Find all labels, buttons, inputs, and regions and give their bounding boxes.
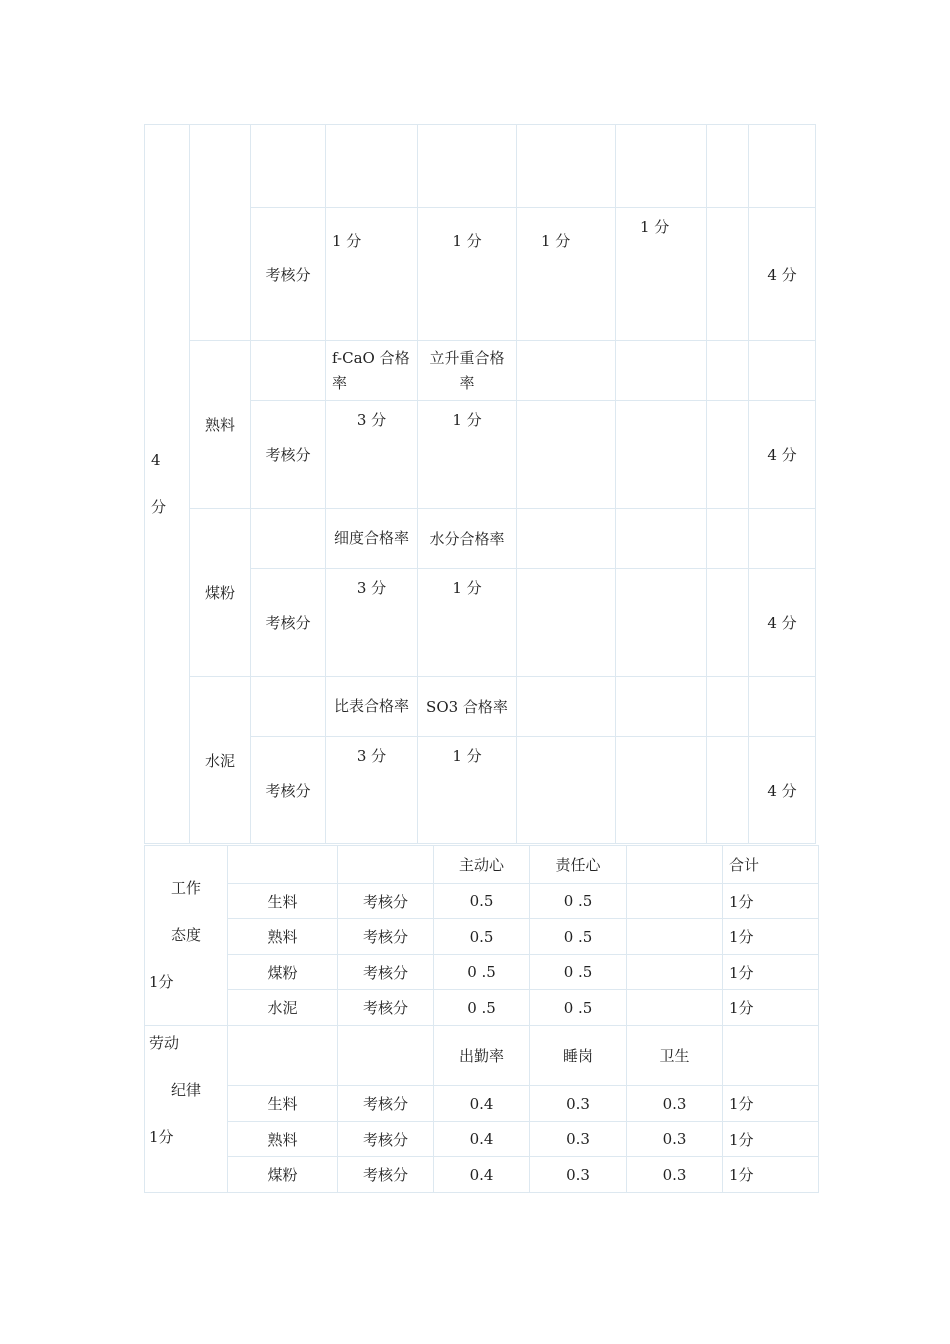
score-label-coal: 考核分 (251, 569, 326, 677)
discipline-row-3-total: 1分 (723, 1157, 819, 1193)
clinker-header-1: f-CaO 合格率 (326, 341, 418, 401)
attitude-header-3 (627, 846, 723, 884)
coal-header-1: 细度合格率 (326, 509, 418, 569)
score-label-clinker: 考核分 (251, 401, 326, 509)
discipline-row-2-v1: 0.4 (434, 1122, 530, 1157)
attitude-label (145, 846, 228, 1026)
cement-total: 4 分 (749, 737, 816, 844)
attitude-label-line-2: 态度 (170, 926, 201, 944)
score-label-cement: 考核分 (251, 737, 326, 844)
discipline-label-line-1: 劳动 (149, 1034, 180, 1052)
attitude-label-line-1: 工作 (170, 879, 201, 897)
discipline-label-line-3: 1分 (149, 1128, 174, 1146)
discipline-row-2-v2: 0.3 (530, 1122, 627, 1157)
discipline-row-1-total: 1分 (723, 1086, 819, 1122)
attitude-header-1: 主动心 (434, 846, 530, 884)
discipline-row-3-v3: 0.3 (627, 1157, 723, 1193)
score-label-raw: 考核分 (251, 208, 326, 341)
discipline-label (145, 1026, 228, 1193)
category-coal: 煤粉 (190, 509, 251, 677)
discipline-row-1-v1: 0.4 (434, 1086, 530, 1122)
attitude-discipline-table (144, 845, 819, 1193)
discipline-row-3-v1: 0.4 (434, 1157, 530, 1193)
raw-score-1: 1 分 (326, 208, 418, 341)
discipline-row-1-type: 考核分 (338, 1086, 434, 1122)
raw-score-2: 1 分 (418, 208, 517, 341)
quality-score-table (144, 124, 816, 844)
attitude-row-4-v2: 0 .5 (530, 990, 627, 1026)
attitude-row-2-total: 1分 (723, 919, 819, 955)
clinker-score-1: 3 分 (326, 401, 418, 509)
clinker-score-2: 1 分 (418, 401, 517, 509)
discipline-header-1: 出勤率 (434, 1026, 530, 1086)
clinker-total: 4 分 (749, 401, 816, 509)
attitude-row-1-category: 生料 (228, 884, 338, 919)
attitude-row-2-type: 考核分 (338, 919, 434, 955)
discipline-row-2-category: 熟料 (228, 1122, 338, 1157)
quality-total-number: 4 (151, 451, 161, 469)
category-cell-raw (190, 125, 251, 341)
clinker-header-2: 立升重合格率 (418, 341, 517, 401)
cement-header-2: SO3 合格率 (418, 677, 517, 737)
attitude-row-2-category: 熟料 (228, 919, 338, 955)
coal-score-1: 3 分 (326, 569, 418, 677)
attitude-row-3-total: 1分 (723, 955, 819, 990)
discipline-row-1-v2: 0.3 (530, 1086, 627, 1122)
attitude-row-2-v2: 0 .5 (530, 919, 627, 955)
attitude-row-2-v1: 0.5 (434, 919, 530, 955)
attitude-row-4-category: 水泥 (228, 990, 338, 1026)
raw-score-4: 1 分 (616, 208, 707, 341)
discipline-header-3: 卫生 (627, 1026, 723, 1086)
category-cement: 水泥 (190, 677, 251, 844)
attitude-row-3-category: 煤粉 (228, 955, 338, 990)
discipline-row-3-category: 煤粉 (228, 1157, 338, 1193)
cement-score-2: 1 分 (418, 737, 517, 844)
discipline-label-line-2: 纪律 (170, 1081, 201, 1099)
quality-total-unit: 分 (151, 498, 167, 516)
attitude-row-1-type: 考核分 (338, 884, 434, 919)
attitude-row-4-v1: 0 .5 (434, 990, 530, 1026)
discipline-row-1-v3: 0.3 (627, 1086, 723, 1122)
cement-header-1: 比表合格率 (326, 677, 418, 737)
discipline-row-3-v2: 0.3 (530, 1157, 627, 1193)
raw-score-3: 1 分 (517, 208, 616, 341)
raw-total: 4 分 (749, 208, 816, 341)
attitude-row-4-type: 考核分 (338, 990, 434, 1026)
coal-total: 4 分 (749, 569, 816, 677)
discipline-row-2-v3: 0.3 (627, 1122, 723, 1157)
attitude-row-3-v1: 0 .5 (434, 955, 530, 990)
category-clinker: 熟料 (190, 341, 251, 509)
discipline-row-1-category: 生料 (228, 1086, 338, 1122)
attitude-row-1-v1: 0.5 (434, 884, 530, 919)
attitude-header-2: 责任心 (530, 846, 627, 884)
discipline-header-2: 睡岗 (530, 1026, 627, 1086)
attitude-row-3-type: 考核分 (338, 955, 434, 990)
discipline-row-3-type: 考核分 (338, 1157, 434, 1193)
discipline-row-2-total: 1分 (723, 1122, 819, 1157)
quality-total-label (145, 125, 190, 844)
attitude-label-line-3: 1分 (149, 973, 174, 991)
attitude-row-3-v2: 0 .5 (530, 955, 627, 990)
attitude-header-total: 合计 (723, 846, 819, 884)
attitude-row-1-total: 1分 (723, 884, 819, 919)
cement-score-1: 3 分 (326, 737, 418, 844)
coal-score-2: 1 分 (418, 569, 517, 677)
coal-header-2: 水分合格率 (418, 509, 517, 569)
discipline-row-2-type: 考核分 (338, 1122, 434, 1157)
attitude-row-4-total: 1分 (723, 990, 819, 1026)
attitude-row-1-v2: 0 .5 (530, 884, 627, 919)
